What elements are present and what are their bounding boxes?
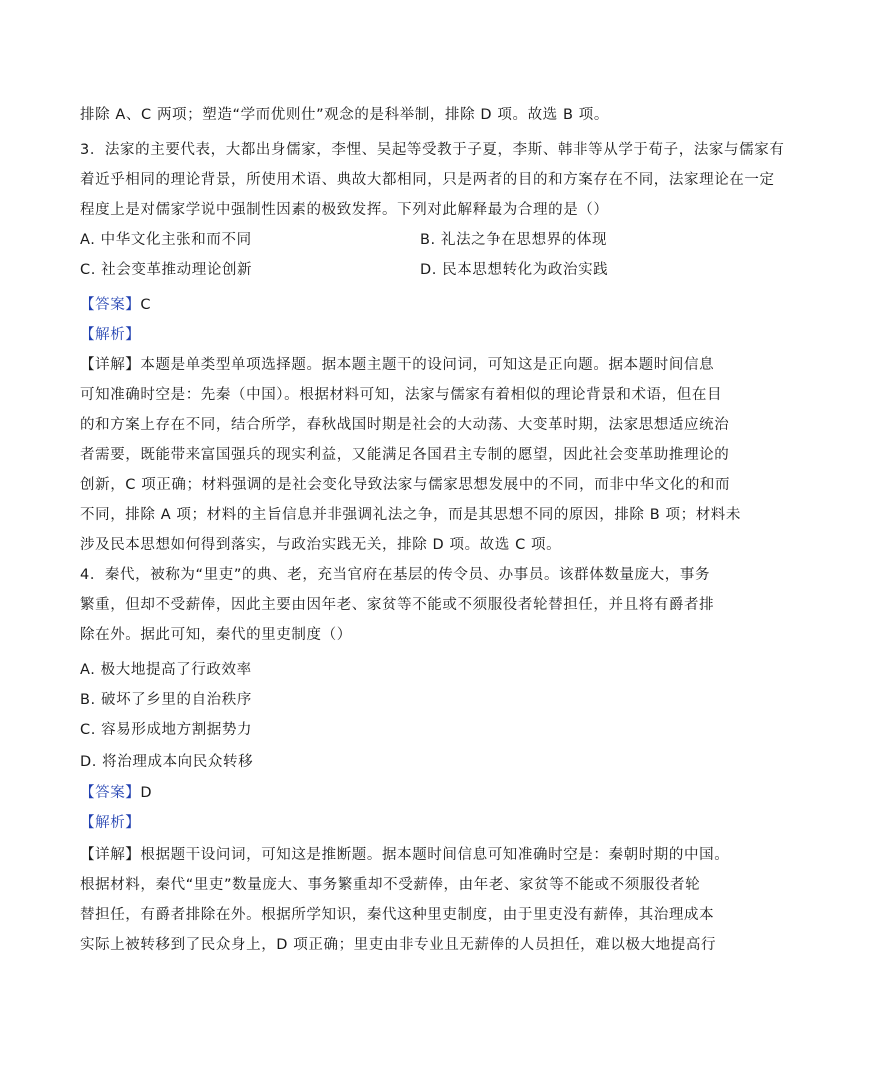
- q3-detail-line-2: 可知准确时空是：先秦（中国）。根据材料可知，法家与儒家有着相似的理论背景和术语，但在目: [80, 387, 723, 403]
- q3-detail-line-6: 不同，排除 A 项；材料的主旨信息并非强调礼法之争，而是其思想不同的原因，排除 B 项；材料未: [80, 507, 741, 523]
- q4-detail-line-4: 实际上被转移到了民众身上，D 项正确；里吏由非专业且无薪俸的人员担任，难以极大地提高行: [80, 937, 717, 953]
- q4-option-c: C. 容易形成地方割据势力: [80, 722, 253, 738]
- q3-option-c: C. 社会变革推动理论创新: [80, 262, 253, 278]
- q3-detail-line-4: 者需要，既能带来富国强兵的现实利益，又能满足各国君主专制的愿望，因此社会变革助推理论的: [80, 447, 730, 463]
- q3-detail-line-5: 创新，C 项正确；材料强调的是社会变化导致法家与儒家思想发展中的不同，而非中华文化的和而: [80, 477, 731, 493]
- q3-option-d: D. 民本思想转化为政治实践: [420, 262, 609, 278]
- q3-detail-line-1: 【详解】本题是单类型单项选择题。据本题主题干的设问词，可知这是正向题。据本题时间信息: [80, 357, 715, 373]
- q3-option-a: A. 中华文化主张和而不同: [80, 232, 252, 248]
- q3-option-b: B. 礼法之争在思想界的体现: [420, 232, 608, 248]
- q4-analysis-label: 【解析】: [80, 815, 141, 831]
- q4-option-d: D. 将治理成本向民众转移: [80, 754, 254, 770]
- q3-detail-line-3: 的和方案上存在不同，结合所学，春秋战国时期是社会的大动荡、大变革时期，法家思想适应统治: [80, 417, 730, 433]
- q3-answer: [80, 295, 151, 315]
- q4-stem-line-3: 除在外。据此可知，秦代的里吏制度（）: [80, 627, 352, 643]
- q3-stem-line-1: 3．法家的主要代表，大都出身儒家，李悝、吴起等受教于子夏，李斯、韩非等从学于荀子，法家与儒家有: [80, 142, 785, 158]
- q4-answer: [80, 783, 152, 803]
- q3-stem-line-2: 着近乎相同的理论背景，所使用术语、典故大都相同，只是两者的目的和方案存在不同，法家理论在一定: [80, 172, 775, 188]
- q4-answer-value: D: [140, 785, 153, 801]
- q4-detail-line-3: 替担任，有爵者排除在外。根据所学知识，秦代这种里吏制度，由于里吏没有薪俸，其治理成本: [80, 907, 715, 923]
- q3-stem-line-3: 程度上是对儒家学说中强制性因素的极致发挥。下列对此解释最为合理的是（）: [80, 202, 609, 218]
- q3-detail-line-7: 涉及民本思想如何得到落实，与政治实践无关，排除 D 项。故选 C 项。: [80, 537, 562, 553]
- q4-detail-line-1: 【详解】根据题干设问词，可知这是推断题。据本题时间信息可知准确时空是：秦朝时期的中国。: [80, 847, 730, 863]
- q4-stem-line-1: 4．秦代，被称为“里吏”的典、老，充当官府在基层的传令员、办事员。该群体数量庞大，事务: [80, 567, 711, 583]
- previous-explanation-tail: 排除 A、C 两项；塑造“学而优则仕”观念的是科举制，排除 D 项。故选 B 项。: [80, 107, 609, 123]
- q4-detail-line-2: 根据材料，秦代“里吏”数量庞大、事务繁重却不受薪俸，由年老、家贫等不能或不须服役者轮: [80, 877, 701, 893]
- q4-option-a: A. 极大地提高了行政效率: [80, 662, 252, 678]
- q4-answer-label: 【答案】: [80, 785, 141, 801]
- q3-answer-value: C: [140, 297, 152, 313]
- q3-analysis-label: 【解析】: [80, 327, 141, 343]
- q3-answer-label: 【答案】: [80, 297, 141, 313]
- q4-option-b: B. 破坏了乡里的自治秩序: [80, 692, 252, 708]
- q4-stem-line-2: 繁重，但却不受薪俸，因此主要由因年老、家贫等不能或不须服役者轮替担任，并且将有爵者排: [80, 597, 715, 613]
